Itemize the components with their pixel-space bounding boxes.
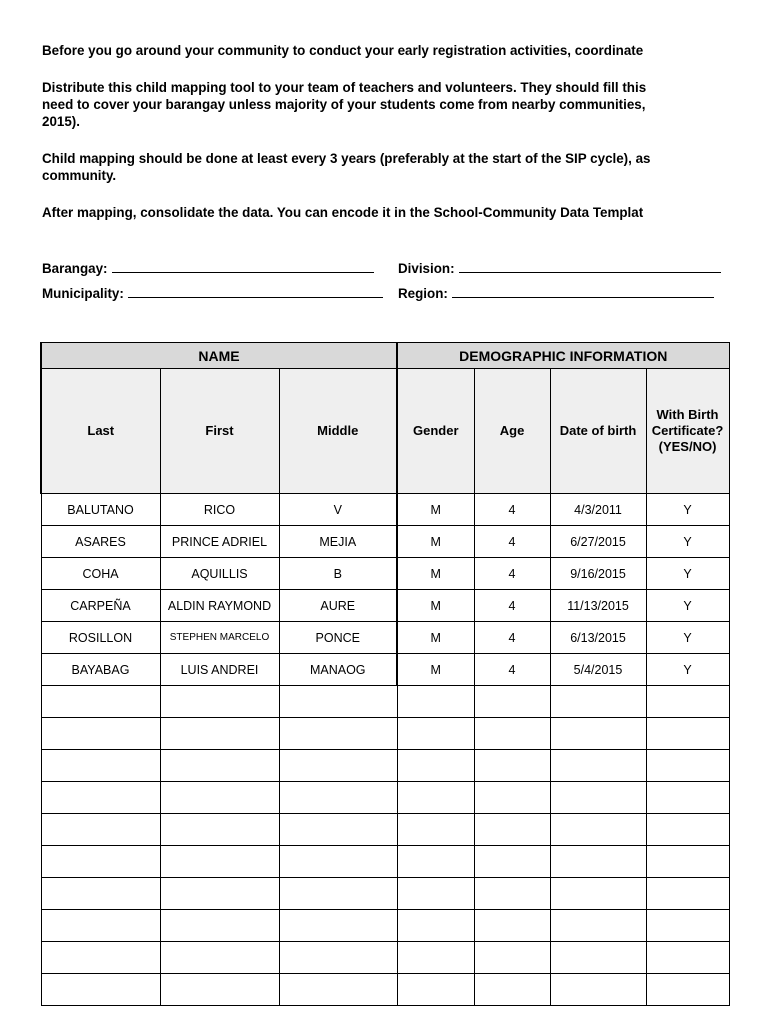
table-row <box>41 590 729 622</box>
middle-name-cell[interactable] <box>279 878 397 910</box>
gender-cell[interactable]: M <box>397 590 474 622</box>
instruction-line: need to cover your barangay unless majority of your students come from nearby communities, <box>42 97 646 112</box>
birth-certificate-cell[interactable] <box>646 846 729 878</box>
age-cell[interactable] <box>474 910 550 942</box>
age-cell[interactable]: 4 <box>474 494 550 526</box>
table-row <box>41 622 729 654</box>
division-label: Division: <box>398 261 455 276</box>
birth-certificate-cell[interactable]: Y <box>646 558 729 590</box>
municipality-label: Municipality: <box>42 286 124 301</box>
middle-name-cell[interactable] <box>279 974 397 1006</box>
age-cell[interactable] <box>474 878 550 910</box>
gender-cell[interactable] <box>397 686 474 718</box>
middle-name-cell[interactable] <box>279 782 397 814</box>
age-cell[interactable]: 4 <box>474 654 550 686</box>
last-name-cell[interactable] <box>41 718 160 750</box>
age-cell[interactable] <box>474 718 550 750</box>
empty-table-row <box>41 846 729 878</box>
instruction-distribute <box>42 79 768 130</box>
first-name-cell[interactable] <box>160 718 279 750</box>
col-birth-certificate: With Birth Certificate? (YES/NO) <box>646 369 729 494</box>
age-cell[interactable] <box>474 814 550 846</box>
municipality-field[interactable] <box>42 285 383 302</box>
date-of-birth-cell[interactable] <box>550 814 646 846</box>
column-header-row <box>41 369 729 494</box>
birth-certificate-cell[interactable]: Y <box>646 494 729 526</box>
middle-name-cell[interactable]: B <box>279 558 397 590</box>
date-of-birth-cell[interactable] <box>550 846 646 878</box>
birth-certificate-cell[interactable] <box>646 878 729 910</box>
group-header-row <box>41 343 729 369</box>
instruction-frequency <box>42 150 768 184</box>
table-row <box>41 526 729 558</box>
middle-name-cell[interactable] <box>279 686 397 718</box>
instruction-line: Child mapping should be done at least every 3 years (preferably at the start of the SIP cycle), as <box>42 151 651 166</box>
gender-cell[interactable] <box>397 942 474 974</box>
col-middle: Middle <box>279 369 397 494</box>
division-blank[interactable] <box>459 260 721 273</box>
gender-cell[interactable]: M <box>397 654 474 686</box>
last-name-cell[interactable] <box>41 686 160 718</box>
birth-certificate-cell[interactable]: Y <box>646 622 729 654</box>
birth-certificate-cell[interactable]: Y <box>646 590 729 622</box>
birth-certificate-cell[interactable] <box>646 686 729 718</box>
empty-table-row <box>41 942 729 974</box>
gender-cell[interactable] <box>397 878 474 910</box>
age-cell[interactable] <box>474 974 550 1006</box>
date-of-birth-cell[interactable]: 11/13/2015 <box>550 590 646 622</box>
first-name-cell[interactable]: AQUILLIS <box>160 558 279 590</box>
date-of-birth-cell[interactable]: 4/3/2011 <box>550 494 646 526</box>
last-name-cell[interactable]: BALUTANO <box>41 494 160 526</box>
barangay-field[interactable] <box>42 260 374 277</box>
last-name-cell[interactable] <box>41 942 160 974</box>
middle-name-cell[interactable]: MEJIA <box>279 526 397 558</box>
first-name-cell[interactable] <box>160 942 279 974</box>
gender-cell[interactable] <box>397 782 474 814</box>
birth-certificate-cell[interactable] <box>646 910 729 942</box>
first-name-cell[interactable] <box>160 878 279 910</box>
division-field[interactable] <box>398 260 721 277</box>
last-name-cell[interactable] <box>41 910 160 942</box>
age-cell[interactable]: 4 <box>474 590 550 622</box>
middle-name-cell[interactable] <box>279 942 397 974</box>
instruction-line: community. <box>42 168 117 183</box>
birth-certificate-cell[interactable] <box>646 814 729 846</box>
demographic-group-header: DEMOGRAPHIC INFORMATION <box>397 343 729 369</box>
first-name-cell[interactable] <box>160 782 279 814</box>
instructions <box>42 42 768 221</box>
age-cell[interactable] <box>474 750 550 782</box>
gender-cell[interactable]: M <box>397 558 474 590</box>
empty-table-row <box>41 718 729 750</box>
date-of-birth-cell[interactable] <box>550 750 646 782</box>
middle-name-cell[interactable]: V <box>279 494 397 526</box>
first-name-cell[interactable] <box>160 814 279 846</box>
table-row <box>41 654 729 686</box>
last-name-cell[interactable] <box>41 814 160 846</box>
birth-certificate-cell[interactable] <box>646 942 729 974</box>
middle-name-cell[interactable] <box>279 814 397 846</box>
empty-table-row <box>41 910 729 942</box>
age-cell[interactable] <box>474 846 550 878</box>
last-name-cell[interactable] <box>41 974 160 1006</box>
last-name-cell[interactable]: ASARES <box>41 526 160 558</box>
last-name-cell[interactable]: ROSILLON <box>41 622 160 654</box>
first-name-cell[interactable]: ALDIN RAYMOND <box>160 590 279 622</box>
gender-cell[interactable] <box>397 814 474 846</box>
last-name-cell[interactable]: CARPEÑA <box>41 590 160 622</box>
region-label: Region: <box>398 286 448 301</box>
gender-cell[interactable]: M <box>397 526 474 558</box>
last-name-cell[interactable]: COHA <box>41 558 160 590</box>
gender-cell[interactable] <box>397 846 474 878</box>
instruction-line: 2015). <box>42 114 80 129</box>
date-of-birth-cell[interactable] <box>550 718 646 750</box>
birth-certificate-cell[interactable] <box>646 974 729 1006</box>
col-first: First <box>160 369 279 494</box>
age-cell[interactable] <box>474 782 550 814</box>
first-name-cell[interactable]: PRINCE ADRIEL <box>160 526 279 558</box>
location-fields <box>42 260 742 310</box>
first-name-cell[interactable] <box>160 974 279 1006</box>
age-cell[interactable] <box>474 686 550 718</box>
birth-certificate-cell[interactable] <box>646 782 729 814</box>
middle-name-cell[interactable]: PONCE <box>279 622 397 654</box>
age-cell[interactable] <box>474 942 550 974</box>
instruction-line: Distribute this child mapping tool to your team of teachers and volunteers. They should fill this <box>42 80 647 95</box>
middle-name-cell[interactable] <box>279 846 397 878</box>
gender-cell[interactable]: M <box>397 494 474 526</box>
middle-name-cell[interactable] <box>279 910 397 942</box>
region-field[interactable] <box>398 285 714 302</box>
middle-name-cell[interactable] <box>279 718 397 750</box>
col-date-of-birth: Date of birth <box>550 369 646 494</box>
col-last: Last <box>41 369 160 494</box>
date-of-birth-cell[interactable]: 9/16/2015 <box>550 558 646 590</box>
date-of-birth-cell[interactable] <box>550 878 646 910</box>
last-name-cell[interactable]: BAYABAG <box>41 654 160 686</box>
empty-table-row <box>41 686 729 718</box>
name-group-header: NAME <box>41 343 397 369</box>
child-mapping-table <box>40 342 730 1006</box>
first-name-cell[interactable] <box>160 686 279 718</box>
date-of-birth-cell[interactable] <box>550 910 646 942</box>
birth-certificate-cell[interactable]: Y <box>646 654 729 686</box>
birth-certificate-cell[interactable] <box>646 750 729 782</box>
empty-table-row <box>41 974 729 1006</box>
col-gender: Gender <box>397 369 474 494</box>
empty-table-row <box>41 750 729 782</box>
date-of-birth-cell[interactable] <box>550 686 646 718</box>
empty-table-row <box>41 814 729 846</box>
date-of-birth-cell[interactable]: 5/4/2015 <box>550 654 646 686</box>
age-cell[interactable]: 4 <box>474 622 550 654</box>
empty-table-row <box>41 782 729 814</box>
empty-table-row <box>41 878 729 910</box>
municipality-blank[interactable] <box>128 285 383 298</box>
date-of-birth-cell[interactable] <box>550 782 646 814</box>
date-of-birth-cell[interactable] <box>550 974 646 1006</box>
middle-name-cell[interactable]: MANAOG <box>279 654 397 686</box>
date-of-birth-cell[interactable] <box>550 942 646 974</box>
gender-cell[interactable] <box>397 750 474 782</box>
date-of-birth-cell[interactable]: 6/13/2015 <box>550 622 646 654</box>
first-name-cell[interactable]: STEPHEN MARCELO <box>160 622 279 654</box>
gender-cell[interactable] <box>397 718 474 750</box>
last-name-cell[interactable] <box>41 782 160 814</box>
birth-certificate-cell[interactable] <box>646 718 729 750</box>
first-name-cell[interactable] <box>160 750 279 782</box>
table-body <box>41 494 729 1006</box>
instruction-consolidate: After mapping, consolidate the data. You can encode it in the School-Community Data Templat <box>42 205 644 220</box>
last-name-cell[interactable] <box>41 846 160 878</box>
first-name-cell[interactable]: LUIS ANDREI <box>160 654 279 686</box>
region-blank[interactable] <box>452 285 714 298</box>
first-name-cell[interactable]: RICO <box>160 494 279 526</box>
barangay-blank[interactable] <box>112 260 374 273</box>
first-name-cell[interactable] <box>160 910 279 942</box>
col-age: Age <box>474 369 550 494</box>
first-name-cell[interactable] <box>160 846 279 878</box>
age-cell[interactable]: 4 <box>474 526 550 558</box>
table-row <box>41 494 729 526</box>
age-cell[interactable]: 4 <box>474 558 550 590</box>
birth-certificate-cell[interactable]: Y <box>646 526 729 558</box>
table-row <box>41 558 729 590</box>
last-name-cell[interactable] <box>41 750 160 782</box>
barangay-label: Barangay: <box>42 261 108 276</box>
middle-name-cell[interactable] <box>279 750 397 782</box>
gender-cell[interactable]: M <box>397 622 474 654</box>
last-name-cell[interactable] <box>41 878 160 910</box>
middle-name-cell[interactable]: AURE <box>279 590 397 622</box>
date-of-birth-cell[interactable]: 6/27/2015 <box>550 526 646 558</box>
gender-cell[interactable] <box>397 974 474 1006</box>
instruction-coordinate: Before you go around your community to conduct your early registration activities, coordinate <box>42 43 644 58</box>
gender-cell[interactable] <box>397 910 474 942</box>
